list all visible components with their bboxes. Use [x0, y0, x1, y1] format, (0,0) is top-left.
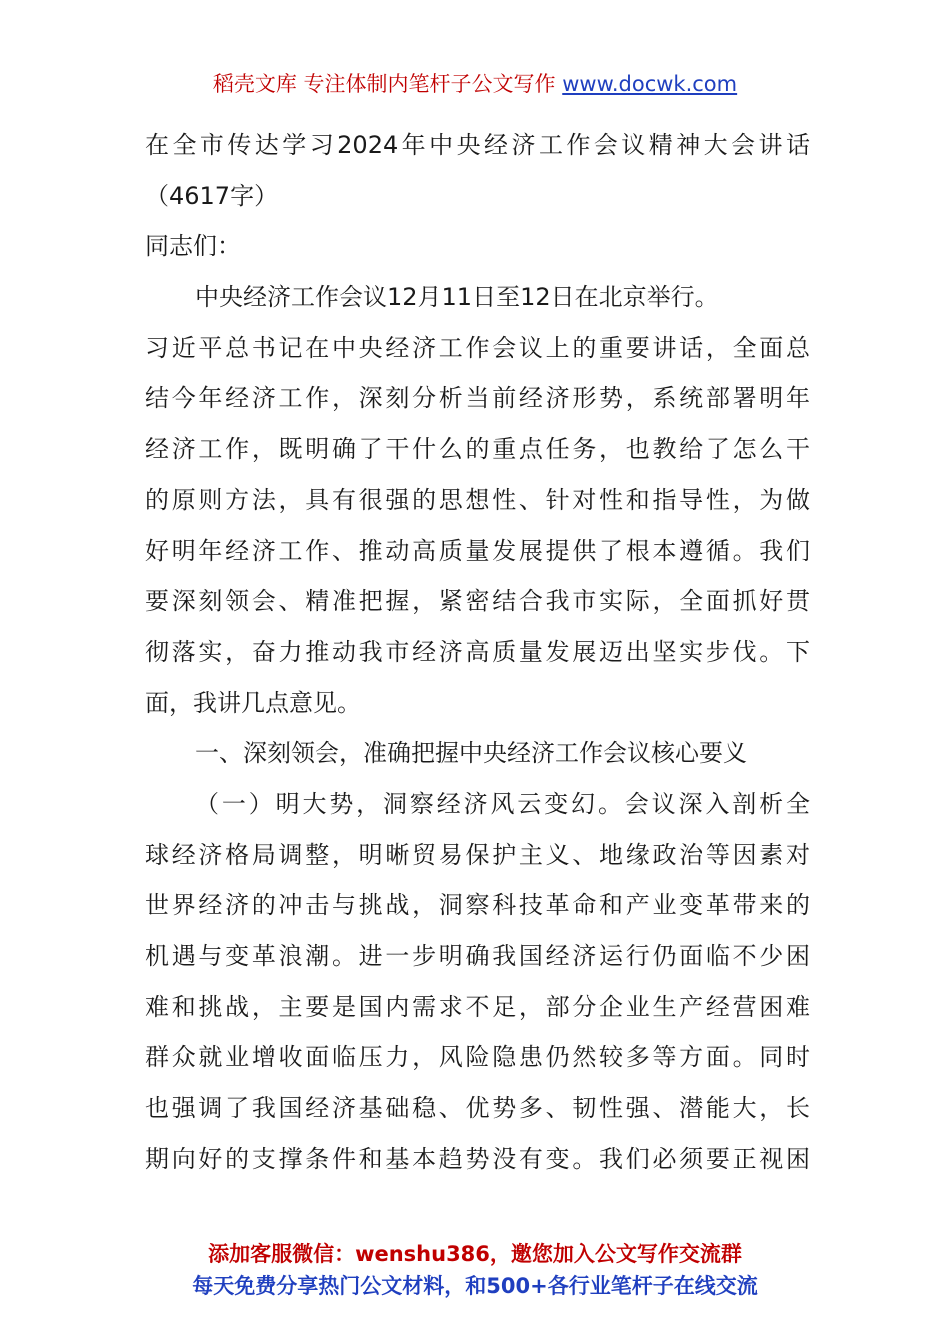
paragraph-line: （一）明大势，洞察经济风云变幻。会议深入剖析全	[195, 789, 810, 818]
site-banner-text: 稻壳文库 专注体制内笔杆子公文写作	[212, 72, 556, 96]
paragraph-line: 也强调了我国经济基础稳、优势多、韧性强、潜能大，长	[145, 1094, 810, 1123]
document-body	[145, 120, 810, 1184]
paragraph-line: 要深刻领会、精准把握，紧密结合我市实际，全面抓好贯	[145, 587, 810, 616]
document-title-line-2: （4617字）	[145, 181, 279, 210]
footer-line-1	[0, 1238, 950, 1270]
paragraph-line: 中央经济工作会议12月11日至12日在北京举行。	[195, 283, 719, 312]
footer-suffix: ，邀您加入公文写作交流群	[489, 1242, 742, 1266]
wechat-id: wenshu386	[355, 1242, 490, 1266]
site-url-link[interactable]: www.docwk.com	[562, 72, 738, 96]
paragraph-line: 彻落实，奋力推动我市经济高质量发展迈出坚实步伐。下	[145, 637, 810, 666]
paragraph-line: 球经济格局调整，明晰贸易保护主义、地缘政治等因素对	[145, 840, 810, 869]
salutation: 同志们：	[145, 232, 241, 261]
paragraph-2	[145, 779, 810, 1185]
page-header	[0, 68, 950, 100]
paragraph-line: 经济工作，既明确了干什么的重点任务，也教给了怎么干	[145, 435, 810, 464]
paragraph-line: 结今年经济工作，深刻分析当前经济形势，系统部署明年	[145, 384, 810, 413]
paragraph-line: 世界经济的冲击与挑战，洞察科技革命和产业变革带来的	[145, 891, 810, 920]
paragraph-line: 群众就业增收面临压力，风险隐患仍然较多等方面。同时	[145, 1043, 810, 1072]
footer-prefix: 添加客服微信：	[208, 1242, 356, 1266]
paragraph-line: 机遇与变革浪潮。进一步明确我国经济运行仍面临不少困	[145, 942, 810, 970]
section-heading-1: 一、深刻领会，准确把握中央经济工作会议核心要义	[195, 739, 747, 768]
paragraph-line: 好明年经济工作、推动高质量发展提供了根本遵循。我们	[145, 536, 810, 565]
document-title-line-1: 在全市传达学习2024年中央经济工作会议精神大会讲话	[145, 131, 810, 159]
footer-line-2: 每天免费分享热门公文材料，和500+各行业笔杆子在线交流	[192, 1274, 758, 1298]
paragraph-line: 期向好的支撑条件和基本趋势没有变。我们必须要正视困	[145, 1144, 810, 1173]
paragraph-line: 的原则方法，具有很强的思想性、针对性和指导性，为做	[145, 485, 810, 514]
paragraph-1	[145, 272, 810, 728]
page-footer	[0, 1238, 950, 1302]
paragraph-line: 难和挑战，主要是国内需求不足，部分企业生产经营困难	[145, 992, 810, 1021]
paragraph-line: 面，我讲几点意见。	[145, 688, 361, 717]
paragraph-line: 习近平总书记在中央经济工作会议上的重要讲话，全面总	[145, 333, 810, 362]
